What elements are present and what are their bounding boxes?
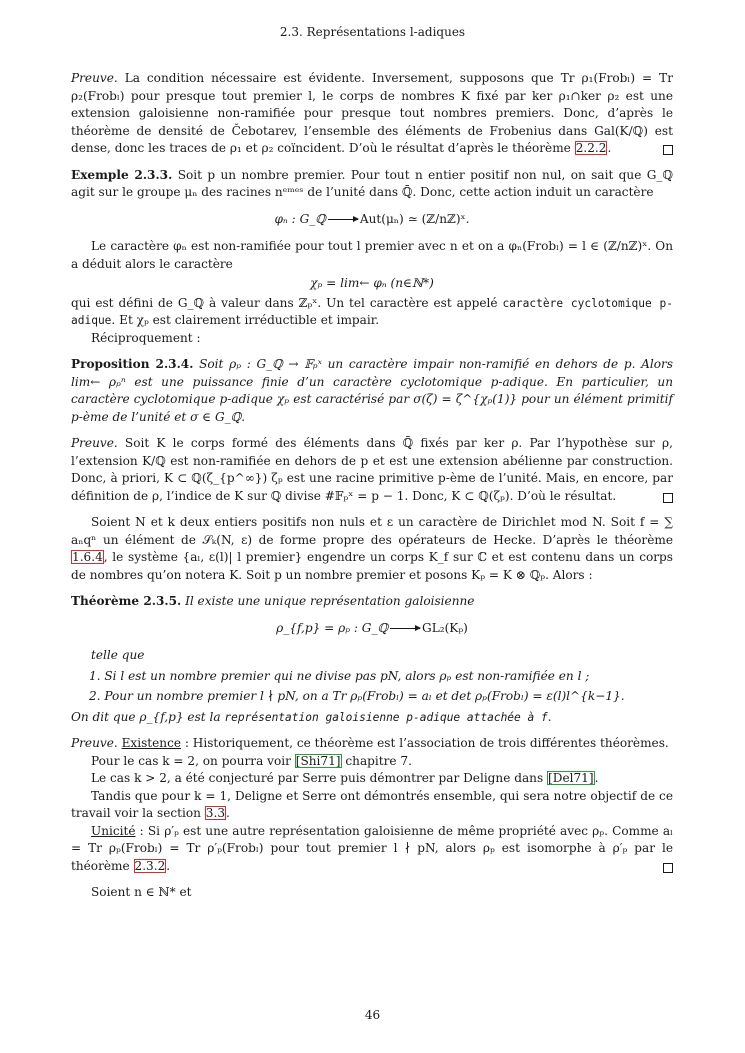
defined-term: représentation galoisienne p-adique attachée à f [224, 710, 548, 724]
page-number: 46 [364, 1008, 381, 1022]
theorem-text: Il existe une unique représentation galoisienne [185, 594, 475, 608]
proof3-line-5: Unicité : Si ρ′ₚ est une autre représentation galoisienne de même propriété avec ρₚ. Comme aₗ = Tr ρₚ(Frobₗ) = Tr ρ′ₚ(Frobₗ) pour tout premier l ∤ pN, alors ρₚ est isomorphe à ρ′ₚ par le théorème 2.3.2. [71, 823, 673, 873]
qed-symbol [663, 145, 673, 155]
proof-label: Preuve. [71, 71, 118, 85]
theorem-final-line: On dit que ρ_{f,p} est la représentation galoisienne p-adique attachée à f. [71, 709, 552, 724]
display-equation-chi: χₚ = lim← φₙ (n∈ℕ*) [310, 276, 434, 290]
theorem-ref-link[interactable]: 1.6.4 [72, 550, 103, 564]
example-text: Soit p un nombre premier. Pour tout n entier positif non nul, on sait que G_ℚ agit sur le groupe μₙ des racines nᵉᵐᵉˢ de l’unité dans ℚ̄. Donc, cette action induit un caractère [71, 167, 673, 199]
theorem-telle-que: telle que [91, 648, 145, 662]
proof3-line-3: Le cas k > 2, a été conjecturé par Serre puis démontrer par Deligne dans [Del71]. [91, 771, 599, 785]
unicite-heading: Unicité [91, 823, 136, 838]
running-header: 2.3. Représentations l-adiques [279, 25, 466, 39]
proposition-text: Soit ρₚ : G_ℚ → 𝔽ₚˣ un caractère impair non-ramifié en dehors de p. Alors lim← ρₚⁿ est une puissance finie d’un caractère cyclotomique p-adique. En particulier, un caractère cyclotomique p-adique χₚ est caractérisé par σ(ζ) = ζ^{χₚ(1)} pour un élément primitif p-ème de l’unité et σ ∈ G_ℚ. [71, 357, 673, 424]
theorem-paragraph [71, 593, 673, 611]
proof-paragraph-2 [71, 435, 673, 505]
qed-symbol [663, 863, 673, 873]
display-equation-phi: φₙ : G_ℚ Aut(μₙ) ≃ (ℤ/nℤ)ˣ. [274, 211, 470, 226]
arrow-icon [390, 628, 420, 629]
existence-heading: Existence [121, 736, 182, 750]
section-ref-link[interactable]: 3.3 [205, 806, 226, 820]
citation-link[interactable]: [Del71] [548, 771, 594, 785]
example-paragraph-2: Le caractère φₙ est non-ramifiée pour tout l premier avec n et on a φₙ(Frobₗ) = l ∈ (ℤ/nℤ)ˣ. On a déduit alors le caractère [71, 239, 673, 271]
hecke-paragraph: Soient N et k deux entiers positifs non nuls et ε un caractère de Dirichlet mod N. Soit f = ∑ aₙqⁿ un élément de 𝒮ₖ(N, ε) de forme propre des opérateurs de Hecke. D’après le théorème 1.6.4, le système {aₗ, ε(l)| l premier} engendre un corps K_f sur ℂ et est contenu dans un corps de nombres qu’on notera K. Soit p un nombre premier et posons Kₚ = K ⊗ ℚₚ. Alors : [71, 515, 673, 582]
proof-label: Preuve. [71, 436, 118, 450]
last-line: Soient n ∈ ℕ* et [91, 885, 192, 899]
proof-text: La condition nécessaire est évidente. Inversement, supposons que Tr ρ₁(Frobₗ) = Tr ρ₂(Frobₗ) pour presque tout premier l, le corps de nombres K fixé par ker ρ₁∩ker ρ₂ est une extension galoisienne non-ramifiée pour presque tout nombres premiers. Donc, d’après le théorème de densité de Čebotarev, l’ensemble des éléments de Frobenius dans Gal(K/ℚ) est dense, donc les traces de ρ₁ et ρ₂ coïncident. D’où le résultat d’après le théorème [71, 71, 673, 155]
proof-text: Soit K le corps formé des éléments dans ℚ̄ fixés par ker ρ. Par l’hypothèse sur ρ, l’extension K/ℚ est non-ramifiée en dehors de p et est une extension abélienne par construction. Donc, à priori, K ⊂ ℚ(ζ_{p^∞}) ζₚ est une racine primitive p-ème de l’unité. Mais, en encore, par définition de ρ, l’indice de K sur ℚ divise #𝔽ₚˣ = p − 1. Donc, K ⊂ ℚ(ζₚ). D’où le résultat. [71, 436, 673, 503]
theorem-ref-link[interactable]: 2.2.2 [575, 141, 607, 155]
example-paragraph [71, 167, 673, 202]
arrow-icon [328, 219, 358, 220]
page-content [71, 70, 673, 902]
example-paragraph-3: qui est défini de G_ℚ à valeur dans ℤₚˣ. Un tel caractère est appelé caractère cyclotomique p-adique. Et χₚ est clairement irréductible et impair. [71, 295, 673, 327]
citation-link[interactable]: [Shi71] [295, 753, 341, 768]
defined-term: caractère cyclotomique p-adique [71, 296, 673, 327]
proof3-line-4: Tandis que pour k = 1, Deligne et Serre ont démontrés ensemble, qui sera notre objectif de ce travail voir la section 3.3. [71, 788, 673, 820]
proposition-label: Proposition 2.3.4. [71, 357, 194, 371]
proof-label: Preuve. [71, 736, 118, 750]
proof3-line-2: Pour le cas k = 2, on pourra voir [Shi71] chapitre 7. [91, 753, 412, 768]
example-label: Exemple 2.3.3. [71, 167, 173, 182]
proof-paragraph-1: Preuve. La condition nécessaire est évidente. Inversement, supposons que Tr ρ₁(Frobₗ) = Tr ρ₂(Frobₗ) pour presque tout premier l, le corps de nombres K fixé par ker ρ₁∩ker ρ₂ est une extension galoisienne non-ramifiée pour presque tout nombres premiers. Donc, d’après le théorème de densité de Čebotarev, l’ensemble des éléments de Frobenius dans Gal(K/ℚ) est dense, donc les traces de ρ₁ et ρ₂ coïncident. D’où le résultat d’après le théorème 2.2.2. [71, 71, 673, 155]
example-paragraph-4: Réciproquement : [91, 330, 201, 345]
theorem-label: Théorème 2.3.5. [71, 594, 182, 608]
list-item: 2. Pour un nombre premier l ∤ pN, on a Tr ρₚ(Frobₗ) = aₗ et det ρₚ(Frobₗ) = ε(l)l^{k−1}. [89, 689, 625, 703]
qed-symbol [663, 493, 673, 503]
theorem-ref-link[interactable]: 2.3.2 [134, 858, 166, 873]
list-item: 1. Si l est un nombre premier qui ne divise pas pN, alors ρₚ est non-ramifiée en l ; [89, 668, 590, 683]
proof-paragraph-3: Preuve. Existence : Historiquement, ce théorème est l’association de trois différentes théorèmes. [71, 736, 669, 750]
theorem-enumeration [71, 668, 673, 706]
proposition-paragraph [71, 356, 673, 426]
display-equation-rho: ρ_{f,p} = ρₚ : G_ℚ GL₂(Kₚ) [276, 620, 468, 635]
